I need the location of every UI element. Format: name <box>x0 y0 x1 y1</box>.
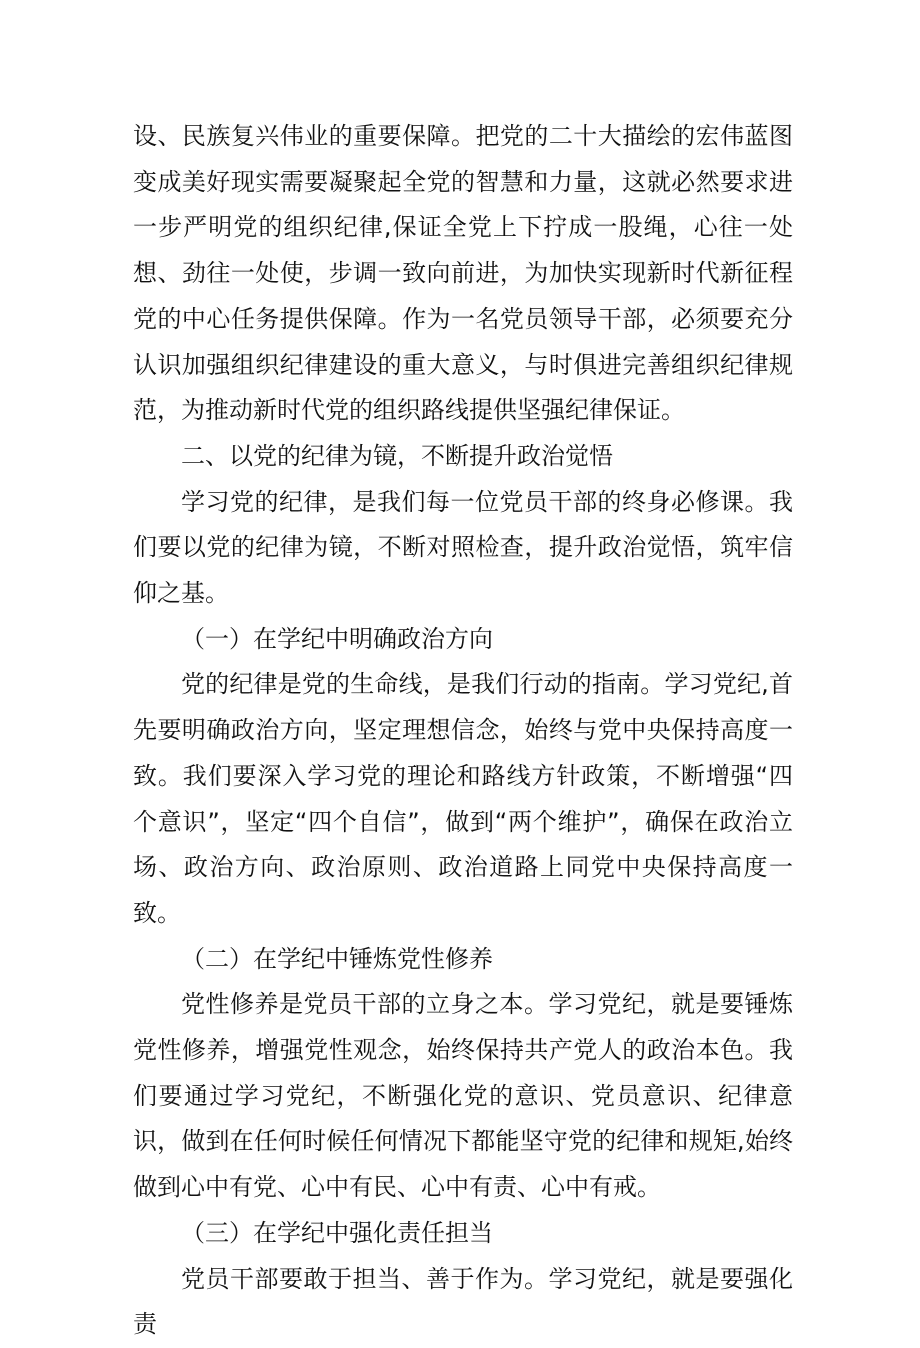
subheading-1: （一）在学纪中明确政治方向 <box>181 624 493 653</box>
paragraph-responsibility: 党员干部要敢于担当、善于作为。学习党纪，就是要强化责 <box>133 1264 793 1339</box>
subheading-2: （二）在学纪中锤炼党性修养 <box>181 944 493 973</box>
document-body <box>133 114 793 1348</box>
subheading-3: （三）在学纪中强化责任担当 <box>181 1218 493 1247</box>
section-heading-2: 二、以党的纪律为镜，不断提升政治觉悟 <box>181 441 613 470</box>
paragraph-party-spirit: 党性修养是党员干部的立身之本。学习党纪，就是要锤炼党性修养，增强党性观念，始终保持共产党人的政治本色。我们要通过学习党纪，不断强化党的意识、党员意识、纪律意识，做到在任何时候任何情况下都能坚守党的纪律和规矩,始终做到心中有党、心中有民、心中有责、心中有戒。 <box>133 990 793 1202</box>
paragraph-political-direction: 党的纪律是党的生命线，是我们行动的指南。学习党纪,首先要明确政治方向，坚定理想信念，始终与党中央保持高度一致。我们要深入学习党的理论和路线方针政策，不断增强“四个意识”，坚定“四个自信”，做到“两个维护”，确保在政治立场、政治方向、政治原则、政治道路上同党中央保持高度一致。 <box>133 670 793 927</box>
continued-paragraph: 设、民族复兴伟业的重要保障。把党的二十大描绘的宏伟蓝图变成美好现实需要凝聚起全党的智慧和力量，这就必然要求进一步严明党的组织纪律,保证全党上下拧成一股绳，心往一处想、劲往一处使，步调一致向前进，为加快实现新时代新征程党的中心任务提供保障。作为一名党员领导干部，必须要充分认识加强组织纪律建设的重大意义，与时俱进完善组织纪律规范，为推动新时代党的组织路线提供坚强纪律保证。 <box>133 122 793 425</box>
paragraph-discipline-mirror: 学习党的纪律，是我们每一位党员干部的终身必修课。我们要以党的纪律为镜，不断对照检查，提升政治觉悟，筑牢信仰之基。 <box>133 487 793 608</box>
